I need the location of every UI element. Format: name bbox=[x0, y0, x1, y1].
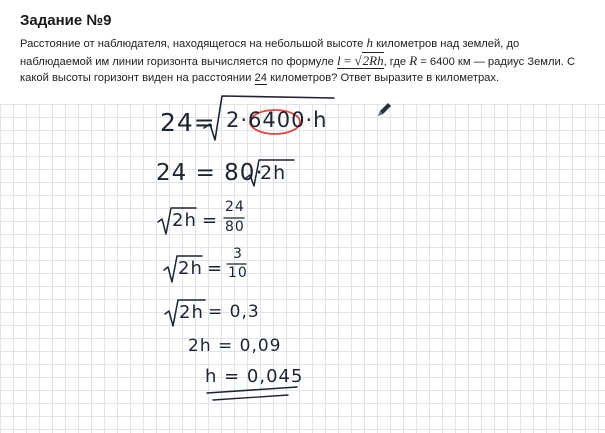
solution-line-2-radicand: 2h bbox=[260, 162, 287, 184]
statement-text-3: , где bbox=[383, 55, 410, 68]
solution-line-1-lhs: 24= bbox=[160, 108, 216, 137]
task-title: Задание №9 bbox=[20, 12, 112, 29]
statement-text-1: Расстояние от наблюдателя, находящегося на небольшой высоте bbox=[20, 38, 367, 50]
statement-text-4: = 6400 км — радиус Земли. С какой высоты горизонт виден на расстоянии bbox=[20, 55, 576, 84]
solution-answer: h = 0,045 bbox=[205, 366, 304, 387]
variable-r: R bbox=[409, 52, 418, 68]
solution-line-6: 2h = 0,09 bbox=[188, 336, 282, 356]
variable-h: h bbox=[366, 35, 374, 50]
distance-value: 24 bbox=[254, 72, 267, 84]
formula-sqrt-sign: √ bbox=[354, 52, 362, 68]
solution-line-1-radicand: 2·6400·h bbox=[226, 108, 328, 132]
solution-line-3-numerator: 24 bbox=[225, 199, 245, 215]
formula-equals: = bbox=[340, 52, 355, 68]
solution-line-4-radicand: 2h bbox=[178, 258, 203, 279]
solution-line-5-rhs: = 0,3 bbox=[208, 302, 260, 322]
solution-line-4-equals: = bbox=[207, 258, 224, 279]
solution-line-2: 24 = 80· bbox=[156, 160, 264, 186]
solution-line-4-denominator: 10 bbox=[228, 265, 248, 281]
pen-cursor-icon bbox=[374, 100, 394, 120]
statement-text-2: километров над землей, до наблюдаемой им линии горизонта вычисляется по формуле bbox=[20, 38, 520, 68]
formula-l: l bbox=[337, 52, 341, 68]
formula-radicand: 2Rh bbox=[362, 52, 384, 68]
solution-line-5-radicand: 2h bbox=[179, 302, 204, 323]
solution-line-3-radicand: 2h bbox=[172, 210, 197, 231]
statement-text-5: километров? Ответ выразите в километрах. bbox=[266, 72, 500, 84]
solution-line-3-denominator: 80 bbox=[225, 219, 245, 235]
solution-line-4-numerator: 3 bbox=[233, 246, 243, 262]
solution-line-3-equals: = bbox=[202, 210, 219, 231]
